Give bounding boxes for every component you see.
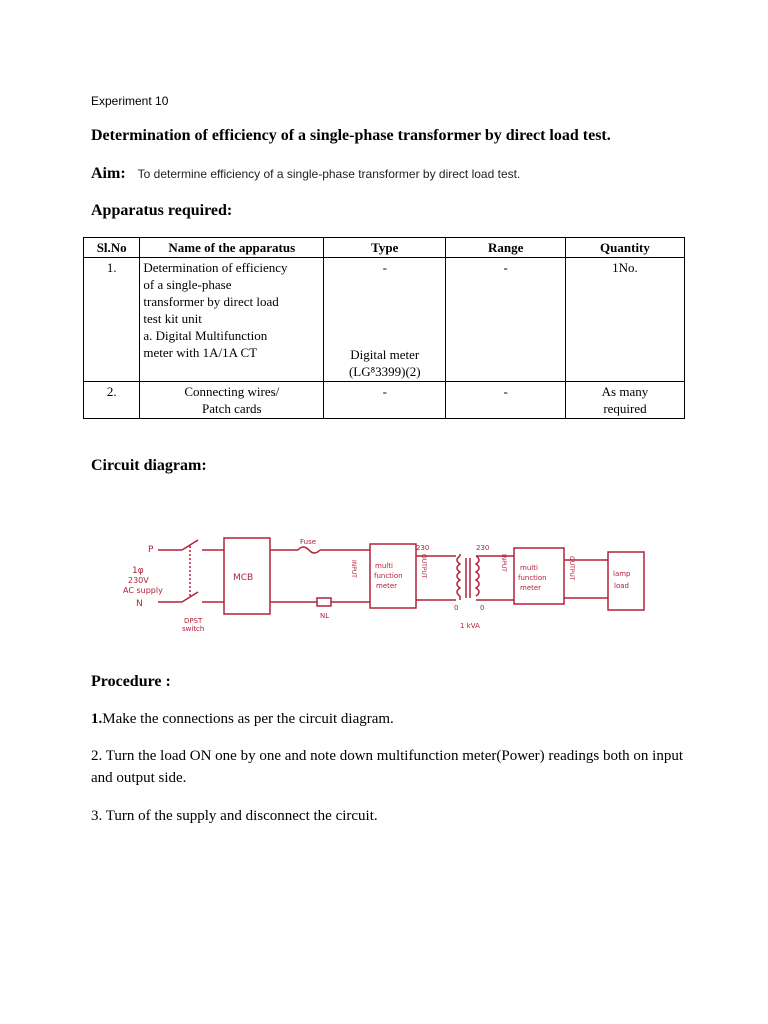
step-text: Turn of the supply and disconnect the circuit. (102, 808, 378, 824)
input-label-2: INPUT (500, 554, 507, 572)
lamp-load-box (608, 552, 644, 610)
label-voltage: 230V (128, 576, 149, 585)
header-name: Name of the apparatus (140, 238, 324, 258)
cell-slno: 1. (84, 258, 140, 382)
mfm2-label-c: meter (520, 584, 542, 592)
label-230-left: 230 (416, 544, 430, 552)
label-p: P (148, 545, 154, 555)
input-label-1: INPUT (350, 560, 357, 578)
label-zero-right: 0 (480, 604, 485, 612)
label-n: N (136, 599, 143, 609)
apparatus-heading: Apparatus required: (91, 202, 233, 219)
experiment-number: Experiment 10 (91, 94, 169, 108)
aim-label: Aim: (91, 165, 126, 182)
name-line: Determination of efficiency (143, 260, 288, 275)
header-type: Type (324, 238, 446, 258)
nl-box (317, 598, 331, 606)
type-sub2: (LG⁸3399)(2) (348, 364, 421, 379)
lamp-label: lamp (613, 570, 631, 578)
procedure-step-1 (91, 708, 691, 730)
cell-quantity: 1No. (565, 258, 684, 382)
header-range: Range (446, 238, 566, 258)
step-text: Make the connections as per the circuit diagram. (102, 711, 394, 727)
step-number: 3. (91, 808, 103, 824)
nl-label: NL (320, 612, 330, 620)
mfm2-label-b: function (518, 574, 547, 582)
procedure-step-3 (91, 805, 691, 827)
table-row (84, 258, 685, 382)
label-switch: switch (182, 625, 205, 633)
quantity-line: required (603, 401, 647, 416)
name-line: Patch cards (202, 401, 262, 416)
name-line: of a single-phase (143, 277, 232, 292)
output-label-1: OUTPUT (420, 554, 427, 579)
aim-section (91, 165, 520, 183)
table-row (84, 382, 685, 419)
circuit-diagram (120, 530, 650, 645)
output-label-2: OUTPUT (568, 556, 575, 581)
transformer-primary (457, 554, 460, 600)
mfm1-label-a: multi (375, 562, 393, 570)
document-title: Determination of efficiency of a single-phase transformer by direct load test. (91, 127, 611, 144)
table-header-row (84, 238, 685, 258)
cell-quantity (565, 382, 684, 419)
name-line: test kit unit (143, 311, 202, 326)
procedure-step-2 (91, 745, 691, 789)
label-230-right: 230 (476, 544, 490, 552)
cell-slno: 2. (84, 382, 140, 419)
apparatus-table (83, 237, 685, 419)
load-label: load (614, 582, 629, 590)
mcb-label: MCB (233, 573, 254, 583)
fuse-symbol (298, 547, 320, 553)
type-sub: Digital meter (350, 347, 420, 362)
cell-range: - (446, 258, 566, 382)
label-supply: AC supply (123, 586, 163, 595)
wire-to-mfm2 (476, 556, 514, 600)
procedure-heading: Procedure : (91, 673, 171, 690)
label-zero-left: 0 (454, 604, 459, 612)
name-line: a. Digital Multifunction (143, 328, 268, 343)
cell-name (140, 382, 324, 419)
type-value: - (382, 260, 387, 275)
wire-to-mcb (202, 550, 224, 602)
transformer-rating: 1 kVA (460, 622, 480, 630)
name-line: Connecting wires/ (184, 384, 280, 399)
quantity-line: As many (601, 384, 649, 399)
aim-text: To determine efficiency of a single-phase transformer by direct load test. (137, 167, 521, 181)
cell-name (140, 258, 324, 382)
mfm2-label-a: multi (520, 564, 538, 572)
cell-range: - (446, 382, 566, 419)
label-phase: 1φ (132, 566, 144, 576)
step-number: 1. (91, 711, 103, 727)
mfm1-label-c: meter (376, 582, 398, 590)
circuit-heading: Circuit diagram: (91, 457, 207, 474)
transformer-secondary (476, 556, 479, 596)
header-quantity: Quantity (565, 238, 684, 258)
label-dpst: DPST (184, 617, 203, 625)
cell-type: - (324, 382, 446, 419)
name-line: meter with 1A/1A CT (143, 345, 258, 360)
mfm1-label-b: function (374, 572, 403, 580)
header-slno: Sl.No (84, 238, 140, 258)
fuse-label: Fuse (300, 538, 317, 546)
step-number: 2. (91, 748, 103, 764)
cell-type (324, 258, 446, 382)
transformer-core (466, 558, 470, 598)
step-text: Turn the load ON one by one and note down multifunction meter(Power) readings both on input and output side. (91, 748, 683, 786)
name-line: transformer by direct load (143, 294, 279, 309)
